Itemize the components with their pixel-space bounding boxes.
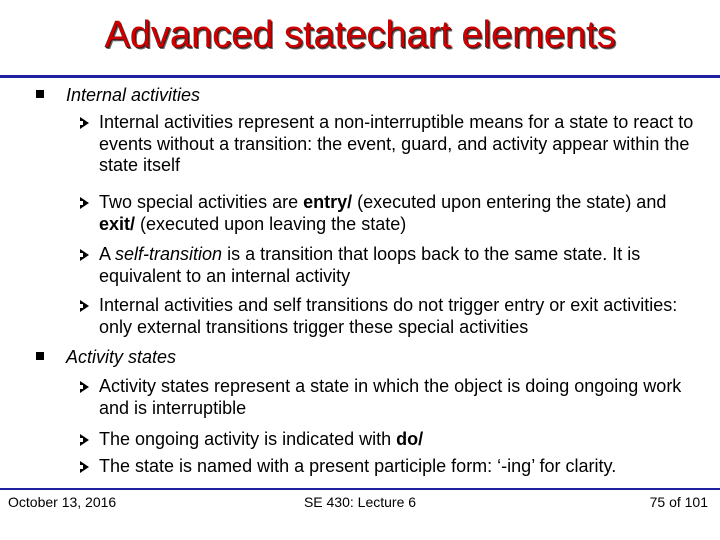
arrow-bullet-icon <box>80 434 89 446</box>
arrow-bullet-icon <box>80 300 89 312</box>
keyword-do: do/ <box>396 429 424 449</box>
arrow-bullet-icon <box>80 381 89 393</box>
term-self-transition: self-transition <box>115 244 223 264</box>
keyword-entry: entry/ <box>303 192 353 212</box>
title-divider <box>0 75 720 78</box>
footer-page-number: 75 of 101 <box>649 494 708 510</box>
keyword-exit: exit/ <box>99 213 136 234</box>
arrow-bullet-icon <box>80 197 89 209</box>
slide-title: Advanced statechart elements <box>104 14 616 56</box>
footer-course: SE 430: Lecture 6 <box>303 494 417 510</box>
arrow-bullet-icon <box>80 117 89 129</box>
square-bullet-icon <box>36 352 44 360</box>
arrow-bullet-icon <box>80 249 89 261</box>
footer-date: October 13, 2016 <box>8 494 117 510</box>
arrow-bullet-icon <box>80 461 89 473</box>
square-bullet-icon <box>36 90 44 98</box>
footer-divider <box>0 488 720 490</box>
